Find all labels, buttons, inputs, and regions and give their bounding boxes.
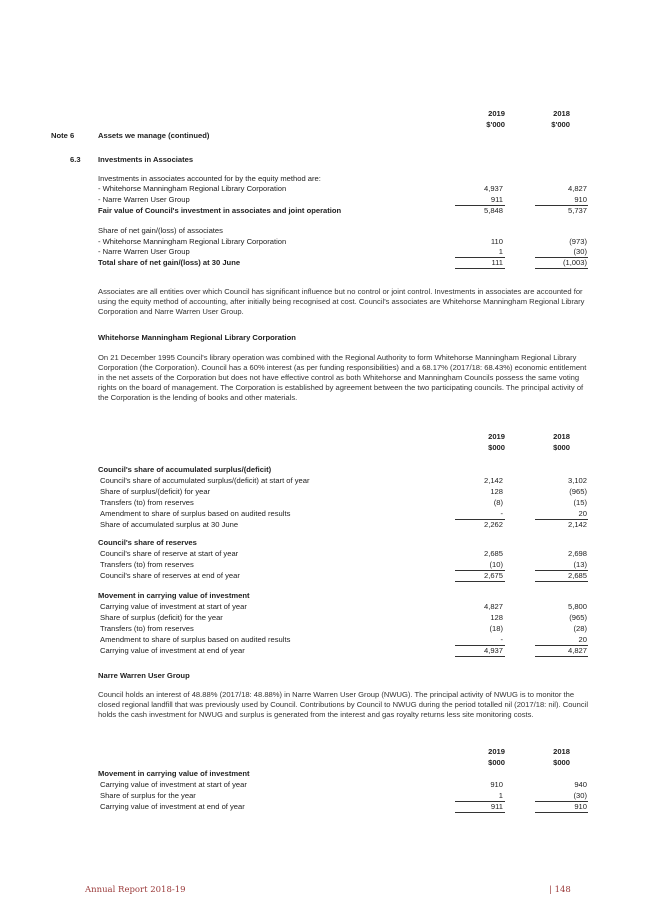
wmrlc-col-2019-unit: $000 [488,443,505,452]
table-row: Carrying value of investment at end of year 911 910 [100,802,587,811]
investments-total-row: Fair value of Council's investment in associates and joint operation 5,848 5,737 [98,206,587,215]
col-2018-year: 2018 [553,109,570,118]
nwug-col-2018-unit: $000 [553,758,570,767]
table-row: - Narre Warren User Group 911 910 [98,195,587,204]
wmrlc-col-2019-year: 2019 [488,432,505,441]
wmrlc-paragraph: On 21 December 1995 Council's library operation was combined with the Regional Authority to form Whitehorse Manningham Regional Library Corporation (the Corporation). Council has a 60% interest (as per funding responsibilities) and a 68.17% (2017/18: 68.43%) economic entitlement in the net assets of the Corporation but does not have effective control as both Whitehorse and Manningham Councils possess the same voting rights on the board of management. The Corporation is established by agreement between the two participating councils. The principal activity of the Corporation is the lending of books and other materials. [98,353,587,403]
table-row: Share of surplus for the year 1 (30) [100,791,587,800]
underline [535,581,588,582]
table-row: Council's share of accumulated surplus/(deficit) at start of year 2,142 3,102 [100,476,587,485]
col-2019-year: 2019 [488,109,505,118]
table-row: - Narre Warren User Group 1 (30) [98,247,587,256]
underline [455,581,505,582]
footer-title: Annual Report 2018-19 [85,885,186,895]
nwug-movement-heading: Movement in carrying value of investment [98,769,250,778]
table-row: Council's share of reserve at start of year 2,685 2,698 [100,549,587,558]
underline [455,268,505,269]
col-2018-unit: $'000 [551,120,570,129]
table-row: Carrying value of investment at start of year 910 940 [100,780,587,789]
section-title: Investments in Associates [98,155,194,164]
underline [455,656,505,657]
wmrlc-heading: Whitehorse Manningham Regional Library Corporation [98,333,296,342]
table-row: Transfers (to) from reserves (18) (28) [100,624,587,633]
movement-heading: Movement in carrying value of investment [98,591,250,600]
table-row: Share of surplus (deficit) for the year 128 (965) [100,613,587,622]
table-row: Share of surplus/(deficit) for year 128 (965) [100,487,587,496]
wmrlc-col-2018-unit: $000 [553,443,570,452]
table-row: - Whitehorse Manningham Regional Library Corporation 110 (973) [98,237,587,246]
nwug-col-2019-unit: $000 [488,758,505,767]
table-row: Carrying value of investment at start of year 4,827 5,800 [100,602,587,611]
nwug-col-2018-year: 2018 [553,747,570,756]
table-row: Council's share of reserves at end of year 2,675 2,685 [100,571,587,580]
note-number: Note 6 [51,131,75,140]
reserves-heading: Council's share of reserves [98,538,197,547]
table-row: Transfers (to) from reserves (10) (13) [100,560,587,569]
section-number: 6.3 [70,155,81,164]
table-row: Share of accumulated surplus at 30 June 2,262 2,142 [100,520,587,529]
table-row: Transfers (to) from reserves (8) (15) [100,498,587,507]
associates-paragraph: Associates are all entities over which Council has significant influence but no control or joint control. Investments in associates are accounted for using the equity method of accounting, after initially being recognised at cost. Council's associates are Whitehorse Manningham Regional Library Corporation and Narre Warren User Group. [98,287,585,317]
nwug-paragraph: Council holds an interest of 48.88% (2017/18: 48.88%) in Narre Warren User Group (NWUG). The principal activity of NWUG is to monitor the closed regional landfill that was previously used by Council. Contributions by Council to NWUG during the period totalled nil (2017/18: nil). Council holds the cash investment for NWUG and surplus is generated from the interest and gas royalty returns less site monitoring costs. [98,690,589,720]
investments-intro: Investments in associates accounted for by the equity method are: [98,174,321,183]
underline [535,268,588,269]
page-number: | 148 [549,885,571,895]
note-title: Assets we manage (continued) [98,131,210,140]
share-total-row: Total share of net gain/(loss) at 30 June 111 (1,003) [98,258,587,267]
nwug-col-2019-year: 2019 [488,747,505,756]
table-row: - Whitehorse Manningham Regional Library Corporation 4,937 4,827 [98,184,587,193]
wmrlc-col-2018-year: 2018 [553,432,570,441]
table-row: Amendment to share of surplus based on audited results - 20 [100,509,587,518]
table-row: Carrying value of investment at end of year 4,937 4,827 [100,646,587,655]
underline [455,812,505,813]
underline [535,656,588,657]
table-row: Amendment to share of surplus based on audited results - 20 [100,635,587,644]
share-intro: Share of net gain/(loss) of associates [98,226,223,235]
col-2019-unit: $'000 [486,120,505,129]
surplus-heading: Council's share of accumulated surplus/(deficit) [98,465,272,474]
underline [535,812,588,813]
nwug-heading: Narre Warren User Group [98,671,190,680]
